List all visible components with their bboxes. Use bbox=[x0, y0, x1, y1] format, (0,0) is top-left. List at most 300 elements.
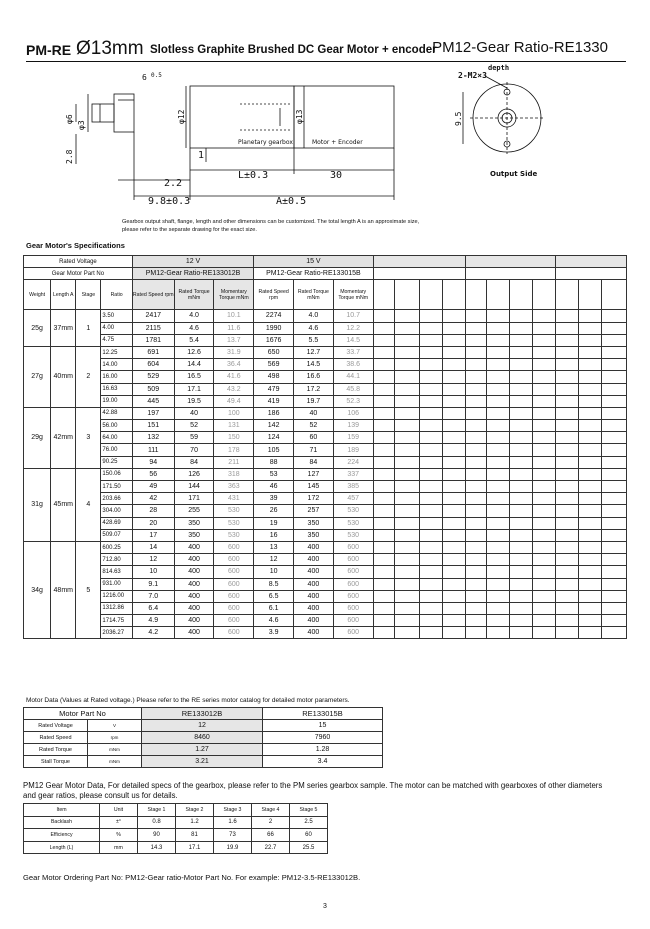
cell-momentary-12v: 36.4 bbox=[214, 359, 254, 371]
blank-cell bbox=[373, 517, 394, 529]
spec-row bbox=[24, 493, 627, 505]
blank-cell bbox=[373, 627, 394, 639]
blank-cell bbox=[532, 456, 555, 468]
cell-momentary-15v: 44.1 bbox=[333, 371, 373, 383]
blank-cell bbox=[419, 541, 442, 553]
blank-cell bbox=[578, 310, 601, 322]
blank-cell bbox=[532, 280, 555, 310]
spec-row bbox=[24, 456, 627, 468]
spec-row bbox=[24, 554, 627, 566]
blank-cell bbox=[419, 615, 442, 627]
blank-cell bbox=[486, 371, 509, 383]
col-torque-12: Rated Torque mNm bbox=[174, 280, 214, 310]
blank-cell bbox=[509, 280, 532, 310]
cell-speed-12v: 20 bbox=[132, 517, 174, 529]
cell-torque-15v: 71 bbox=[294, 444, 334, 456]
blank-cell bbox=[442, 615, 465, 627]
blank-cell bbox=[419, 578, 442, 590]
blank-cell bbox=[509, 346, 532, 358]
blank-cell bbox=[555, 334, 578, 346]
spec-row bbox=[24, 359, 627, 371]
rated-voltage-label: Rated Voltage bbox=[24, 256, 133, 268]
blank-cell bbox=[555, 566, 578, 578]
cell-torque-12v: 144 bbox=[174, 481, 214, 493]
blank-cell bbox=[419, 420, 442, 432]
cell-speed-12v: 445 bbox=[132, 395, 174, 407]
blank-cell bbox=[442, 280, 465, 310]
voltage-15v: 15 V bbox=[254, 256, 373, 268]
cell-momentary-12v: 600 bbox=[214, 578, 254, 590]
blank-cell bbox=[373, 268, 465, 280]
cell-torque-12v: 5.4 bbox=[174, 334, 214, 346]
blank-cell bbox=[601, 371, 626, 383]
cell-torque-12v: 255 bbox=[174, 505, 214, 517]
group-stage: 1 bbox=[76, 310, 101, 347]
cell-momentary-12v: 10.1 bbox=[214, 310, 254, 322]
cell-momentary-12v: 530 bbox=[214, 505, 254, 517]
group-length: 48mm bbox=[51, 541, 76, 639]
motor-row-unit: mNm bbox=[88, 756, 142, 768]
blank-cell bbox=[578, 359, 601, 371]
blank-cell bbox=[601, 578, 626, 590]
cell-momentary-15v: 10.7 bbox=[333, 310, 373, 322]
blank-cell bbox=[509, 554, 532, 566]
blank-cell bbox=[578, 578, 601, 590]
motor-row-label: Stall Torque bbox=[24, 756, 88, 768]
blank-cell bbox=[578, 407, 601, 419]
spec-row bbox=[24, 529, 627, 541]
motor-row-v2: 3.4 bbox=[263, 756, 383, 768]
gear-cell: 1.2 bbox=[176, 816, 214, 829]
spec-row bbox=[24, 322, 627, 334]
motor-row-v1: 12 bbox=[142, 720, 263, 732]
cell-speed-12v: 28 bbox=[132, 505, 174, 517]
blank-cell bbox=[578, 602, 601, 614]
cell-ratio: 1216.00 bbox=[101, 590, 132, 602]
blank-cell bbox=[394, 602, 419, 614]
voltage-12v: 12 V bbox=[132, 256, 253, 268]
blank-cell bbox=[578, 280, 601, 310]
blank-cell bbox=[419, 468, 442, 480]
blank-cell bbox=[532, 322, 555, 334]
blank-cell bbox=[373, 444, 394, 456]
spec-row bbox=[24, 432, 627, 444]
blank-cell bbox=[601, 541, 626, 553]
cell-momentary-12v: 600 bbox=[214, 541, 254, 553]
cell-torque-15v: 350 bbox=[294, 517, 334, 529]
cell-speed-12v: 604 bbox=[132, 359, 174, 371]
blank-cell bbox=[578, 322, 601, 334]
blank-cell bbox=[373, 493, 394, 505]
motor-header-row bbox=[24, 708, 383, 720]
blank-cell bbox=[419, 529, 442, 541]
cell-speed-15v: 1676 bbox=[254, 334, 294, 346]
blank-cell bbox=[601, 481, 626, 493]
gear-row bbox=[24, 816, 328, 829]
blank-cell bbox=[601, 602, 626, 614]
cell-momentary-15v: 600 bbox=[333, 578, 373, 590]
blank-cell bbox=[555, 444, 578, 456]
cell-momentary-12v: 600 bbox=[214, 615, 254, 627]
column-header-row bbox=[24, 280, 627, 310]
blank-cell bbox=[465, 468, 486, 480]
blank-cell bbox=[373, 602, 394, 614]
blank-cell bbox=[509, 517, 532, 529]
cell-ratio: 2036.27 bbox=[101, 627, 132, 639]
cell-speed-12v: 2115 bbox=[132, 322, 174, 334]
cell-speed-15v: 124 bbox=[254, 432, 294, 444]
cell-speed-12v: 111 bbox=[132, 444, 174, 456]
cell-torque-12v: 4.6 bbox=[174, 322, 214, 334]
blank-cell bbox=[465, 444, 486, 456]
cell-momentary-12v: 11.6 bbox=[214, 322, 254, 334]
cell-momentary-15v: 530 bbox=[333, 517, 373, 529]
blank-cell bbox=[555, 627, 578, 639]
cell-speed-15v: 186 bbox=[254, 407, 294, 419]
blank-cell bbox=[465, 481, 486, 493]
blank-cell bbox=[532, 481, 555, 493]
cell-speed-15v: 498 bbox=[254, 371, 294, 383]
blank-cell bbox=[532, 359, 555, 371]
blank-cell bbox=[394, 554, 419, 566]
gear-header-row bbox=[24, 804, 328, 817]
cell-torque-12v: 400 bbox=[174, 541, 214, 553]
blank-cell bbox=[601, 432, 626, 444]
blank-cell bbox=[509, 432, 532, 444]
blank-cell bbox=[442, 481, 465, 493]
blank-cell bbox=[532, 395, 555, 407]
blank-cell bbox=[419, 322, 442, 334]
cell-torque-12v: 400 bbox=[174, 602, 214, 614]
cell-speed-15v: 105 bbox=[254, 444, 294, 456]
cell-momentary-12v: 211 bbox=[214, 456, 254, 468]
blank-cell bbox=[555, 395, 578, 407]
blank-cell bbox=[419, 566, 442, 578]
spec-row bbox=[24, 371, 627, 383]
cell-speed-12v: 7.0 bbox=[132, 590, 174, 602]
cell-torque-15v: 400 bbox=[294, 627, 334, 639]
blank-cell bbox=[419, 444, 442, 456]
motor-part-2: RE133015B bbox=[263, 708, 383, 720]
blank-cell bbox=[486, 444, 509, 456]
motor-part-label: Motor Part No bbox=[24, 708, 142, 720]
cell-ratio: 712.80 bbox=[101, 554, 132, 566]
blank-cell bbox=[442, 444, 465, 456]
blank-cell bbox=[486, 432, 509, 444]
blank-cell bbox=[532, 517, 555, 529]
cell-torque-12v: 70 bbox=[174, 444, 214, 456]
group-weight: 31g bbox=[24, 468, 51, 541]
blank-cell bbox=[465, 505, 486, 517]
cell-momentary-15v: 12.2 bbox=[333, 322, 373, 334]
blank-cell bbox=[442, 529, 465, 541]
blank-cell bbox=[486, 566, 509, 578]
cell-momentary-15v: 600 bbox=[333, 554, 373, 566]
cell-ratio: 16.63 bbox=[101, 383, 132, 395]
blank-cell bbox=[373, 407, 394, 419]
blank-cell bbox=[532, 578, 555, 590]
blank-cell bbox=[465, 615, 486, 627]
blank-cell bbox=[373, 322, 394, 334]
blank-cell bbox=[394, 590, 419, 602]
cell-speed-12v: 42 bbox=[132, 493, 174, 505]
cell-torque-12v: 126 bbox=[174, 468, 214, 480]
blank-cell bbox=[373, 280, 394, 310]
blank-cell bbox=[532, 371, 555, 383]
group-stage: 3 bbox=[76, 407, 101, 468]
blank-cell bbox=[555, 578, 578, 590]
cell-torque-15v: 400 bbox=[294, 541, 334, 553]
blank-cell bbox=[601, 407, 626, 419]
blank-cell bbox=[465, 310, 486, 322]
blank-cell bbox=[394, 505, 419, 517]
blank-cell bbox=[486, 627, 509, 639]
blank-cell bbox=[555, 256, 626, 268]
blank-cell bbox=[419, 517, 442, 529]
blank-cell bbox=[465, 346, 486, 358]
blank-cell bbox=[486, 420, 509, 432]
blank-cell bbox=[486, 578, 509, 590]
cell-ratio: 931.00 bbox=[101, 578, 132, 590]
blank-cell bbox=[394, 615, 419, 627]
dim-boss: φ6 bbox=[65, 114, 74, 124]
gear-cell: Backlash bbox=[24, 816, 100, 829]
blank-cell bbox=[555, 280, 578, 310]
spec-row bbox=[24, 517, 627, 529]
cell-speed-15v: 4.6 bbox=[254, 615, 294, 627]
blank-cell bbox=[486, 541, 509, 553]
blank-cell bbox=[578, 456, 601, 468]
blank-cell bbox=[555, 554, 578, 566]
spec-row bbox=[24, 420, 627, 432]
motor-encoder-label: Motor + Encoder bbox=[312, 139, 363, 146]
blank-cell bbox=[419, 481, 442, 493]
blank-cell bbox=[419, 493, 442, 505]
blank-cell bbox=[578, 346, 601, 358]
blank-cell bbox=[555, 268, 626, 280]
blank-cell bbox=[509, 334, 532, 346]
blank-cell bbox=[532, 554, 555, 566]
blank-cell bbox=[578, 383, 601, 395]
cell-torque-12v: 19.5 bbox=[174, 395, 214, 407]
blank-cell bbox=[601, 310, 626, 322]
blank-cell bbox=[394, 420, 419, 432]
cell-momentary-15v: 600 bbox=[333, 541, 373, 553]
cell-speed-12v: 94 bbox=[132, 456, 174, 468]
blank-cell bbox=[509, 359, 532, 371]
blank-cell bbox=[578, 444, 601, 456]
spec-title: Gear Motor's Specifications bbox=[26, 241, 125, 250]
cell-speed-15v: 46 bbox=[254, 481, 294, 493]
cell-torque-15v: 40 bbox=[294, 407, 334, 419]
blank-cell bbox=[394, 280, 419, 310]
cell-momentary-15v: 45.8 bbox=[333, 383, 373, 395]
blank-cell bbox=[578, 334, 601, 346]
cell-speed-15v: 88 bbox=[254, 456, 294, 468]
cell-momentary-12v: 600 bbox=[214, 566, 254, 578]
blank-cell bbox=[373, 432, 394, 444]
gear-row bbox=[24, 829, 328, 842]
ordering-note: Gear Motor Ordering Part No: PM12-Gear ratio-Motor Part No. For example: PM12-3.5-RE133012B. bbox=[23, 873, 361, 882]
blank-cell bbox=[465, 602, 486, 614]
blank-cell bbox=[509, 322, 532, 334]
cell-speed-15v: 8.5 bbox=[254, 578, 294, 590]
blank-cell bbox=[373, 346, 394, 358]
gear-cell: 73 bbox=[214, 829, 252, 842]
cell-torque-15v: 12.7 bbox=[294, 346, 334, 358]
spec-row bbox=[24, 615, 627, 627]
blank-cell bbox=[465, 432, 486, 444]
spec-row bbox=[24, 627, 627, 639]
blank-cell bbox=[532, 346, 555, 358]
blank-cell bbox=[373, 505, 394, 517]
blank-cell bbox=[509, 602, 532, 614]
blank-cell bbox=[465, 517, 486, 529]
blank-cell bbox=[601, 359, 626, 371]
blank-cell bbox=[601, 456, 626, 468]
cell-ratio: 4.00 bbox=[101, 322, 132, 334]
cell-ratio: 3.50 bbox=[101, 310, 132, 322]
gear-cell: 2 bbox=[252, 816, 290, 829]
cell-ratio: 509.07 bbox=[101, 529, 132, 541]
cell-momentary-15v: 600 bbox=[333, 615, 373, 627]
blank-cell bbox=[509, 481, 532, 493]
blank-cell bbox=[555, 322, 578, 334]
group-length: 40mm bbox=[51, 346, 76, 407]
blank-cell bbox=[509, 456, 532, 468]
spec-row bbox=[24, 310, 627, 322]
blank-cell bbox=[601, 529, 626, 541]
gear-data-note: PM12 Gear Motor Data, For detailed specs of the gearbox, please refer to the PM series gearbox sample. The motor can be matched with gearboxes of other diameters and gear ratios, please consult us for details. bbox=[23, 781, 603, 800]
blank-cell bbox=[509, 529, 532, 541]
cell-torque-15v: 350 bbox=[294, 529, 334, 541]
blank-cell bbox=[394, 541, 419, 553]
depth-label: depth bbox=[488, 64, 510, 72]
cell-momentary-12v: 431 bbox=[214, 493, 254, 505]
cell-momentary-15v: 530 bbox=[333, 529, 373, 541]
blank-cell bbox=[394, 310, 419, 322]
motor-row-v1: 3.21 bbox=[142, 756, 263, 768]
blank-cell bbox=[601, 334, 626, 346]
blank-cell bbox=[601, 566, 626, 578]
blank-cell bbox=[419, 554, 442, 566]
blank-cell bbox=[555, 590, 578, 602]
group-weight: 29g bbox=[24, 407, 51, 468]
group-weight: 27g bbox=[24, 346, 51, 407]
cell-speed-15v: 10 bbox=[254, 566, 294, 578]
cell-torque-12v: 171 bbox=[174, 493, 214, 505]
blank-cell bbox=[486, 407, 509, 419]
gear-header-cell: Unit bbox=[100, 804, 138, 817]
blank-cell bbox=[394, 371, 419, 383]
blank-cell bbox=[465, 578, 486, 590]
spec-row bbox=[24, 407, 627, 419]
blank-cell bbox=[532, 334, 555, 346]
cell-speed-12v: 132 bbox=[132, 432, 174, 444]
blank-cell bbox=[486, 529, 509, 541]
blank-cell bbox=[419, 627, 442, 639]
dim-flat: 2.8 bbox=[65, 149, 74, 164]
blank-cell bbox=[486, 615, 509, 627]
cell-speed-12v: 4.2 bbox=[132, 627, 174, 639]
cell-speed-12v: 4.9 bbox=[132, 615, 174, 627]
cell-speed-12v: 197 bbox=[132, 407, 174, 419]
cell-speed-15v: 2274 bbox=[254, 310, 294, 322]
cell-speed-15v: 142 bbox=[254, 420, 294, 432]
blank-cell bbox=[578, 432, 601, 444]
cell-ratio: 600.25 bbox=[101, 541, 132, 553]
spec-row bbox=[24, 346, 627, 358]
blank-cell bbox=[442, 505, 465, 517]
gear-cell: 60 bbox=[290, 829, 328, 842]
blank-cell bbox=[419, 334, 442, 346]
blank-cell bbox=[509, 493, 532, 505]
cell-ratio: 304.00 bbox=[101, 505, 132, 517]
blank-cell bbox=[419, 602, 442, 614]
motor-row bbox=[24, 744, 383, 756]
cell-torque-12v: 40 bbox=[174, 407, 214, 419]
cell-speed-12v: 17 bbox=[132, 529, 174, 541]
blank-cell bbox=[532, 432, 555, 444]
cell-momentary-12v: 13.7 bbox=[214, 334, 254, 346]
blank-cell bbox=[555, 468, 578, 480]
gear-header-cell: Stage 2 bbox=[176, 804, 214, 817]
cell-speed-12v: 529 bbox=[132, 371, 174, 383]
blank-cell bbox=[555, 420, 578, 432]
blank-cell bbox=[532, 420, 555, 432]
blank-cell bbox=[419, 395, 442, 407]
blank-cell bbox=[373, 578, 394, 590]
blank-cell bbox=[578, 395, 601, 407]
cell-torque-15v: 172 bbox=[294, 493, 334, 505]
model-subtitle: Slotless Graphite Brushed DC Gear Motor + encoder bbox=[150, 44, 437, 56]
blank-cell bbox=[578, 371, 601, 383]
col-weight: Weight bbox=[24, 280, 51, 310]
blank-cell bbox=[419, 407, 442, 419]
group-weight: 25g bbox=[24, 310, 51, 347]
cell-torque-15v: 52 bbox=[294, 420, 334, 432]
cell-momentary-15v: 337 bbox=[333, 468, 373, 480]
blank-cell bbox=[509, 468, 532, 480]
cell-momentary-12v: 530 bbox=[214, 529, 254, 541]
gear-cell: 1.6 bbox=[214, 816, 252, 829]
blank-cell bbox=[486, 383, 509, 395]
blank-cell bbox=[394, 468, 419, 480]
group-stage: 5 bbox=[76, 541, 101, 639]
blank-cell bbox=[394, 432, 419, 444]
blank-cell bbox=[555, 310, 578, 322]
blank-cell bbox=[532, 566, 555, 578]
cell-speed-15v: 419 bbox=[254, 395, 294, 407]
blank-cell bbox=[465, 280, 486, 310]
blank-cell bbox=[601, 590, 626, 602]
part-no-15v: PM12-Gear Ratio-RE133015B bbox=[254, 268, 373, 280]
cell-momentary-12v: 363 bbox=[214, 481, 254, 493]
blank-cell bbox=[465, 566, 486, 578]
blank-cell bbox=[578, 566, 601, 578]
blank-cell bbox=[419, 359, 442, 371]
blank-cell bbox=[601, 554, 626, 566]
cell-momentary-12v: 600 bbox=[214, 554, 254, 566]
cell-speed-15v: 53 bbox=[254, 468, 294, 480]
cell-torque-15v: 14.5 bbox=[294, 359, 334, 371]
cell-ratio: 4.75 bbox=[101, 334, 132, 346]
blank-cell bbox=[442, 578, 465, 590]
spec-row bbox=[24, 444, 627, 456]
cell-momentary-15v: 224 bbox=[333, 456, 373, 468]
blank-cell bbox=[442, 334, 465, 346]
blank-cell bbox=[578, 627, 601, 639]
